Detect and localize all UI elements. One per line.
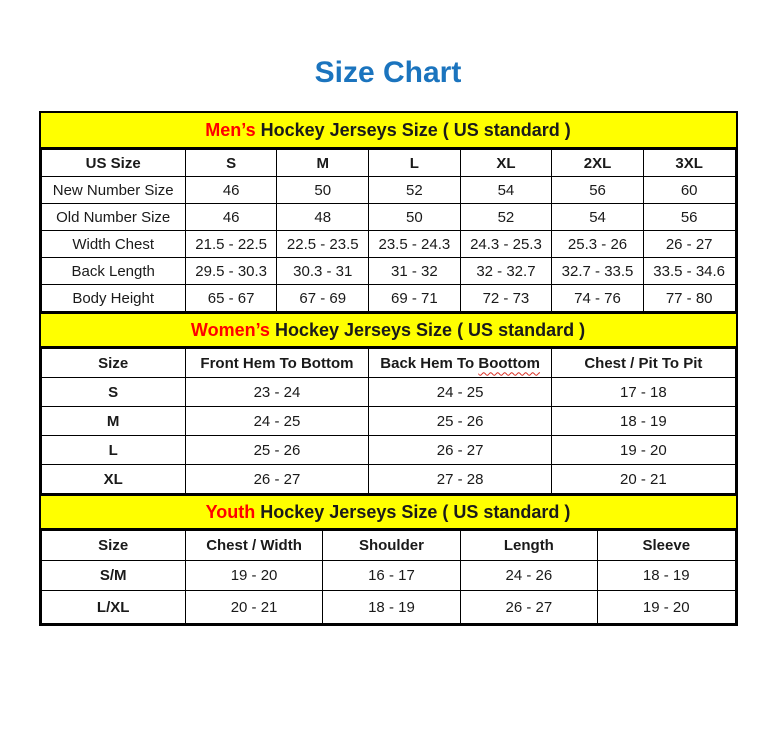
table-row xyxy=(41,561,735,591)
youth-section-title: Hockey Jerseys Size ( US standard ) xyxy=(255,501,571,522)
mens-cell: 74 - 76 xyxy=(552,285,644,312)
youth-cell: 20 - 21 xyxy=(185,591,322,624)
size-chart-table-group xyxy=(39,111,738,626)
mens-size-table xyxy=(41,149,736,312)
mens-col-header: S xyxy=(185,150,277,177)
mens-row-label: Back Length xyxy=(41,258,185,285)
table-row xyxy=(41,258,735,285)
mens-cell: 46 xyxy=(185,204,277,231)
mens-section-title: Hockey Jerseys Size ( US standard ) xyxy=(255,119,571,140)
youth-cell: 26 - 27 xyxy=(460,591,597,624)
youth-cell: 24 - 26 xyxy=(460,561,597,591)
youth-col-header: Length xyxy=(460,531,597,561)
womens-cell: 18 - 19 xyxy=(552,407,735,436)
youth-col-header: Sleeve xyxy=(598,531,735,561)
mens-cell: 31 - 32 xyxy=(369,258,461,285)
womens-cell: 27 - 28 xyxy=(369,465,552,494)
womens-cell: 25 - 26 xyxy=(369,407,552,436)
womens-col-header-back-prefix: Back Hem To xyxy=(380,354,475,372)
table-row xyxy=(41,177,735,204)
table-row xyxy=(41,436,735,465)
youth-size-table xyxy=(41,530,736,624)
mens-cell: 30.3 - 31 xyxy=(277,258,369,285)
womens-col-header: Size xyxy=(41,349,185,378)
womens-col-header-back-misspelled: Boottom xyxy=(478,354,541,372)
womens-row-label: XL xyxy=(41,465,185,494)
mens-row-label: Body Height xyxy=(41,285,185,312)
mens-cell: 56 xyxy=(552,177,644,204)
table-row xyxy=(41,407,735,436)
table-row xyxy=(41,285,735,312)
womens-cell: 17 - 18 xyxy=(552,378,735,407)
womens-cell: 26 - 27 xyxy=(185,465,368,494)
youth-header-row xyxy=(41,531,735,561)
mens-col-header: M xyxy=(277,150,369,177)
mens-col-header: 2XL xyxy=(552,150,644,177)
womens-col-header: Front Hem To Bottom xyxy=(185,349,368,378)
mens-cell: 22.5 - 23.5 xyxy=(277,231,369,258)
mens-cell: 54 xyxy=(460,177,552,204)
table-row xyxy=(41,204,735,231)
womens-header-row xyxy=(41,349,735,378)
mens-cell: 69 - 71 xyxy=(369,285,461,312)
table-row xyxy=(41,591,735,624)
mens-cell: 26 - 27 xyxy=(643,231,735,258)
mens-cell: 29.5 - 30.3 xyxy=(185,258,277,285)
mens-col-header: XL xyxy=(460,150,552,177)
mens-header-row xyxy=(41,150,735,177)
youth-cell: 19 - 20 xyxy=(185,561,322,591)
youth-cell: 19 - 20 xyxy=(598,591,735,624)
youth-section-accent: Youth xyxy=(205,501,256,522)
womens-size-table xyxy=(41,348,736,494)
mens-cell: 25.3 - 26 xyxy=(552,231,644,258)
youth-row-label: L/XL xyxy=(41,591,185,624)
mens-cell: 56 xyxy=(643,204,735,231)
table-row xyxy=(41,378,735,407)
mens-row-label: New Number Size xyxy=(41,177,185,204)
womens-cell: 26 - 27 xyxy=(369,436,552,465)
mens-cell: 60 xyxy=(643,177,735,204)
womens-col-header: Chest / Pit To Pit xyxy=(552,349,735,378)
mens-cell: 46 xyxy=(185,177,277,204)
womens-row-label: M xyxy=(41,407,185,436)
mens-cell: 50 xyxy=(369,204,461,231)
youth-row-label: S/M xyxy=(41,561,185,591)
mens-cell: 33.5 - 34.6 xyxy=(643,258,735,285)
mens-section-accent: Men’s xyxy=(205,119,256,140)
womens-cell: 24 - 25 xyxy=(369,378,552,407)
mens-cell: 32 - 32.7 xyxy=(460,258,552,285)
womens-cell: 19 - 20 xyxy=(552,436,735,465)
mens-cell: 21.5 - 22.5 xyxy=(185,231,277,258)
womens-cell: 25 - 26 xyxy=(185,436,368,465)
womens-row-label: L xyxy=(41,436,185,465)
mens-cell: 54 xyxy=(552,204,644,231)
mens-cell: 50 xyxy=(277,177,369,204)
mens-col-header: L xyxy=(369,150,461,177)
womens-cell: 23 - 24 xyxy=(185,378,368,407)
womens-section-accent: Women’s xyxy=(190,319,270,340)
youth-section-header xyxy=(41,494,736,530)
youth-col-header: Chest / Width xyxy=(185,531,322,561)
womens-col-header xyxy=(369,349,552,378)
mens-cell: 67 - 69 xyxy=(277,285,369,312)
mens-cell: 65 - 67 xyxy=(185,285,277,312)
mens-cell: 52 xyxy=(369,177,461,204)
youth-cell: 18 - 19 xyxy=(323,591,460,624)
womens-row-label: S xyxy=(41,378,185,407)
mens-cell: 32.7 - 33.5 xyxy=(552,258,644,285)
youth-cell: 18 - 19 xyxy=(598,561,735,591)
page-title: Size Chart xyxy=(314,56,462,89)
mens-cell: 24.3 - 25.3 xyxy=(460,231,552,258)
mens-row-label: Old Number Size xyxy=(41,204,185,231)
womens-section-header xyxy=(41,312,736,348)
youth-cell: 16 - 17 xyxy=(323,561,460,591)
youth-col-header: Shoulder xyxy=(323,531,460,561)
youth-col-header: Size xyxy=(41,531,185,561)
mens-cell: 23.5 - 24.3 xyxy=(369,231,461,258)
womens-cell: 20 - 21 xyxy=(552,465,735,494)
table-row xyxy=(41,231,735,258)
mens-section-header xyxy=(41,113,736,149)
womens-section-title: Hockey Jerseys Size ( US standard ) xyxy=(269,319,586,340)
mens-cell: 77 - 80 xyxy=(643,285,735,312)
mens-cell: 72 - 73 xyxy=(460,285,552,312)
mens-cell: 52 xyxy=(460,204,552,231)
womens-cell: 24 - 25 xyxy=(185,407,368,436)
mens-cell: 48 xyxy=(277,204,369,231)
mens-col-header: 3XL xyxy=(643,150,735,177)
table-row xyxy=(41,465,735,494)
mens-row-label: Width Chest xyxy=(41,231,185,258)
mens-col-header: US Size xyxy=(41,150,185,177)
